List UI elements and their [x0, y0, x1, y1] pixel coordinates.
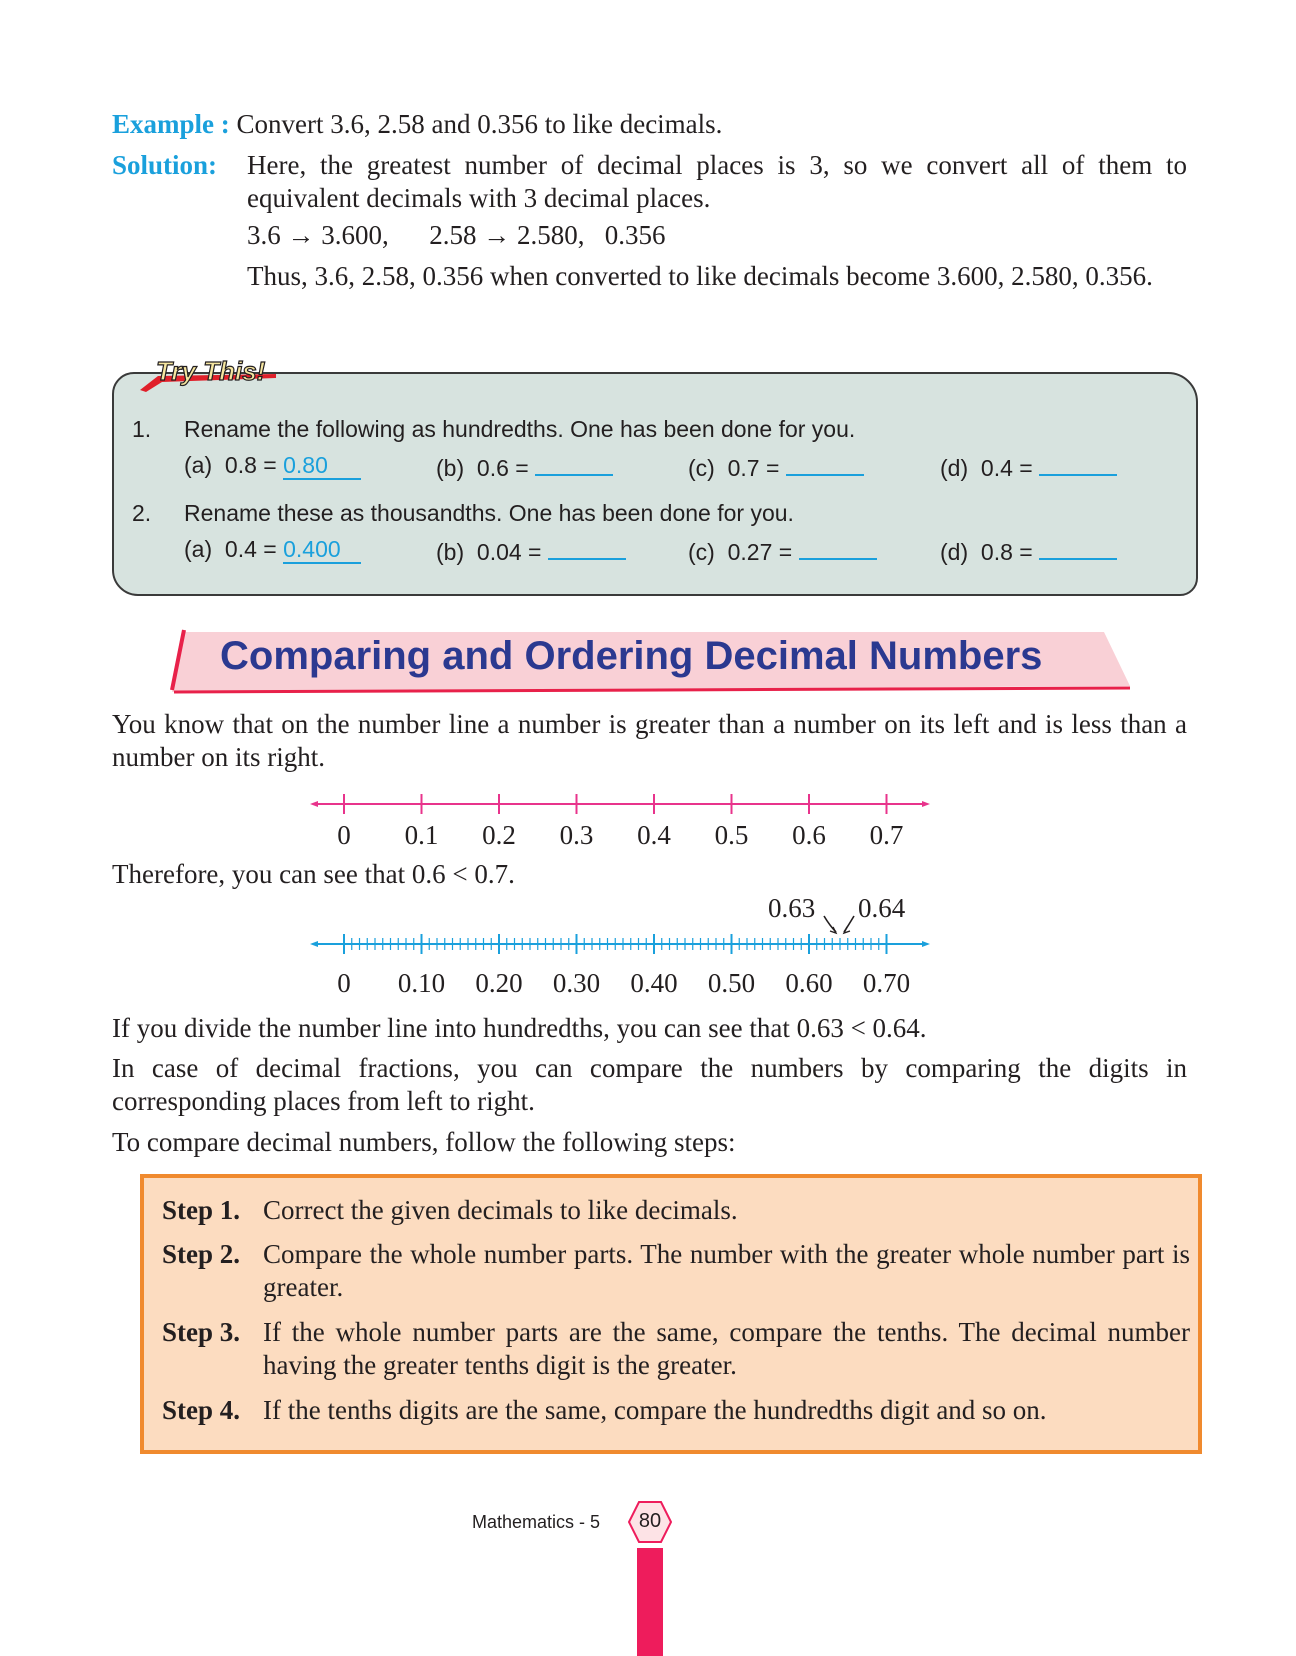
- try-this-title: Try This!: [156, 356, 266, 386]
- compare-paragraph: In case of decimal fractions, you can compare the numbers by comparing the digits in corresponding places from left to right.: [112, 1053, 1187, 1116]
- intro-paragraph: You know that on the number line a number is greater than a number on its left and is less than a number on its right.: [112, 709, 1187, 772]
- tick-label: 0.7: [869, 820, 904, 850]
- q1-text: Rename the following as hundredths. One has been done for you.: [184, 416, 856, 442]
- mark-063: 0.63: [768, 893, 816, 923]
- arrow-left-icon: [310, 801, 318, 807]
- page-title: Comparing and Ordering Decimal Numbers: [220, 634, 1043, 678]
- tick-label: 0.20: [475, 968, 523, 998]
- steps-box: [140, 1174, 1202, 1454]
- try-this-banner: [138, 354, 278, 392]
- q2-part-a: (a) 0.4 = 0.400: [184, 536, 361, 564]
- tick-label: 0.70: [862, 968, 911, 998]
- q2-blank-c[interactable]: [799, 536, 877, 560]
- q1-number: 1.: [132, 416, 152, 442]
- tick-label: 0: [337, 820, 351, 850]
- tick-label: 0.4: [637, 820, 671, 850]
- q2-part-d: (d) 0.8 =: [940, 536, 1117, 566]
- steps-intro: To compare decimal numbers, follow the following steps:: [112, 1127, 736, 1157]
- solution-line1: Here, the greatest number of decimal places is 3, so we convert all of them to equivalent decimals with 3 decimal places.: [247, 150, 1187, 213]
- arrow-right-icon: [922, 941, 930, 947]
- tick-label: 0.50: [707, 968, 756, 998]
- tick-label: 0.10: [397, 968, 446, 998]
- tick-label: 0.1: [404, 820, 439, 850]
- tick-label: 0.3: [559, 820, 594, 850]
- solution-conclusion: Thus, 3.6, 2.58, 0.356 when converted to like decimals become 3.600, 2.580, 0.356.: [247, 261, 1153, 291]
- solution-label: Solution:: [112, 150, 218, 180]
- tick-label: 0.5: [714, 820, 749, 850]
- tick-label: 0.6: [792, 820, 826, 850]
- arrow-left-icon: [310, 941, 318, 947]
- tick-label: 0.60: [785, 968, 833, 998]
- tick-label: 0.40: [630, 968, 678, 998]
- q1-blank-b[interactable]: [535, 452, 613, 476]
- tick-label: 0: [337, 968, 351, 998]
- step-4: Step 4. If the tenths digits are the same, compare the hundredths digit and so on.: [162, 1395, 1047, 1425]
- page-number: 80: [638, 1510, 662, 1532]
- q2-part-b: (b) 0.04 =: [436, 536, 626, 566]
- q2-part-c: (c) 0.27 =: [688, 536, 877, 566]
- section-heading: [168, 628, 1133, 696]
- tick-label: 0.30: [552, 968, 601, 998]
- q1-blank-d[interactable]: [1039, 452, 1117, 476]
- arrow-right-icon: [922, 801, 930, 807]
- number-line-hundredths: [310, 930, 940, 960]
- q1-part-a: (a) 0.8 = 0.80: [184, 452, 361, 480]
- example-line: [112, 108, 722, 141]
- q1-part-d: (d) 0.4 =: [940, 452, 1117, 482]
- q2-answer-a: 0.400: [283, 536, 361, 564]
- example-label: Example :: [112, 109, 230, 139]
- q1-answer-a: 0.80: [283, 452, 361, 480]
- q2-text: Rename these as thousandths. One has been done for you.: [184, 500, 794, 526]
- q2-number: 2.: [132, 500, 152, 526]
- therefore-text: Therefore, you can see that 0.6 < 0.7.: [112, 859, 515, 889]
- step-3: Step 3. If the whole number parts are the same, compare the tenths. The decimal number having the greater tenths digit is the greater.: [162, 1317, 1190, 1380]
- footer-subject: Mathematics - 5: [472, 1512, 601, 1532]
- q1-part-b: (b) 0.6 =: [436, 452, 613, 482]
- step-1: Step 1. Correct the given decimals to like decimals.: [162, 1195, 738, 1225]
- q2-blank-d[interactable]: [1039, 536, 1117, 560]
- q1-blank-c[interactable]: [786, 452, 864, 476]
- step-2: Step 2. Compare the whole number parts. The number with the greater whole number part is greater.: [162, 1239, 1190, 1302]
- tick-label: 0.2: [482, 820, 516, 850]
- mark-064: 0.64: [858, 893, 906, 923]
- q1-part-c: (c) 0.7 =: [688, 452, 864, 482]
- page-tab: [637, 1548, 663, 1656]
- solution-conversions: 3.6 → 3.600, 2.58 → 2.580, 0.356: [247, 220, 666, 250]
- q2-blank-b[interactable]: [548, 536, 626, 560]
- example-text: Convert 3.6, 2.58 and 0.356 to like decimals.: [236, 109, 723, 139]
- hundredths-text: If you divide the number line into hundredths, you can see that 0.63 < 0.64.: [112, 1013, 927, 1043]
